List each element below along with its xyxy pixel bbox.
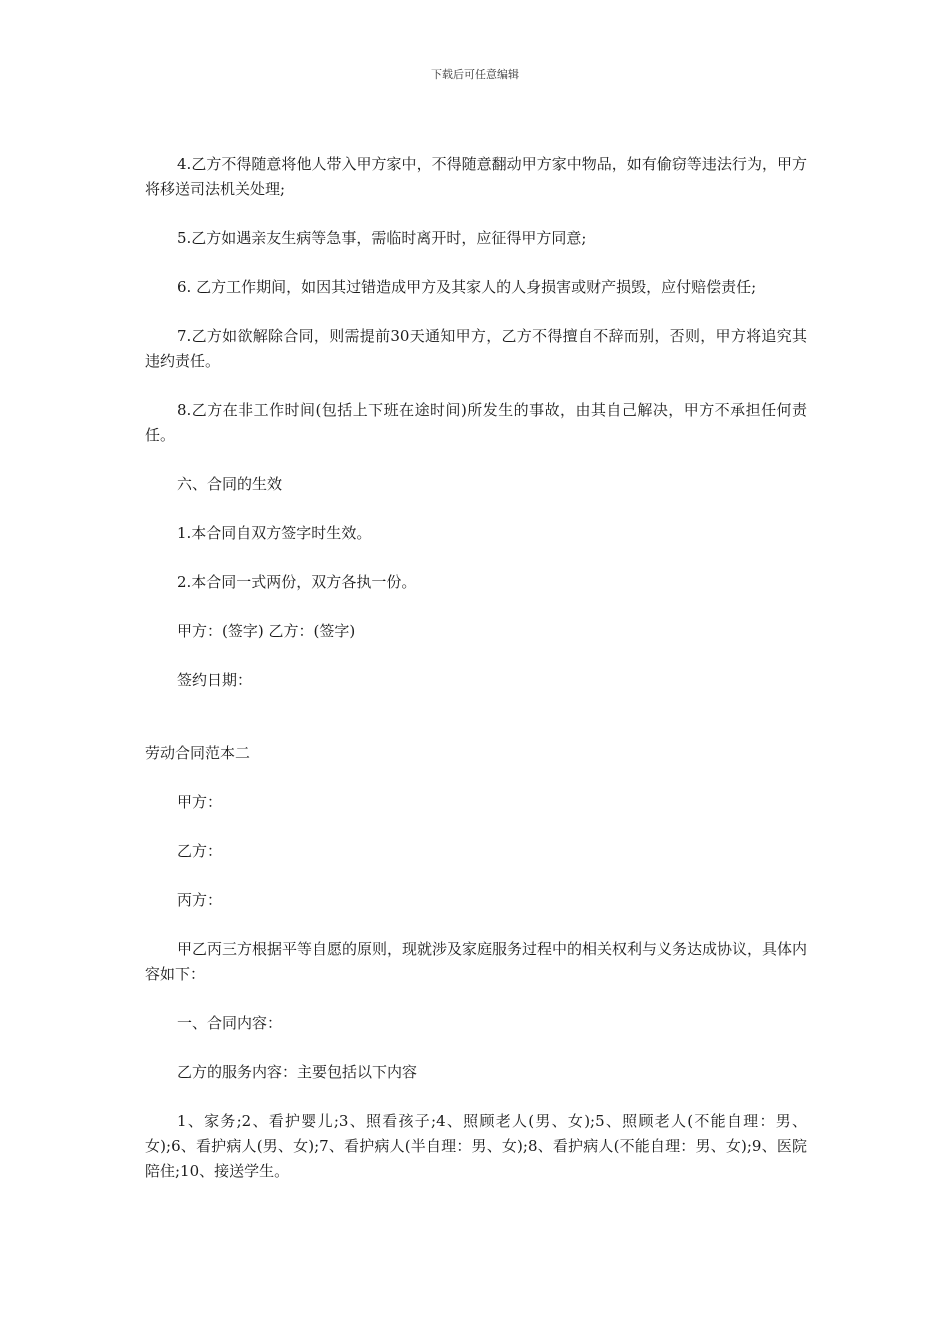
effectiveness-clause-2: 2.本合同一式两份，双方各执一份。 <box>177 573 417 591</box>
section-heading-contract-content: 一、合同内容： <box>177 1014 283 1032</box>
service-content-intro: 乙方的服务内容：主要包括以下内容 <box>177 1063 418 1081</box>
clause-4: 4.乙方不得随意将他人带入甲方家中，不得随意翻动甲方家中物品，如有偷窃等违法行为，甲方将移送司法机关处理; <box>145 155 807 198</box>
section-heading-effectiveness: 六、合同的生效 <box>177 475 283 493</box>
clause-8: 8.乙方在非工作时间(包括上下班在途时间)所发生的事故，由其自己解决，甲方不承担任何责任。 <box>145 401 807 444</box>
section-title: 劳动合同范本二 <box>145 744 251 762</box>
party-c: 丙方： <box>177 891 223 909</box>
party-a: 甲方： <box>177 793 223 811</box>
preamble: 甲乙丙三方根据平等自愿的原则，现就涉及家庭服务过程中的相关权利与义务达成协议，具体内容如下： <box>145 940 808 983</box>
party-b: 乙方： <box>177 842 223 860</box>
document-body <box>145 152 807 1208</box>
signing-date: 签约日期： <box>177 671 253 689</box>
clause-7: 7.乙方如欲解除合同，则需提前30天通知甲方，乙方不得擅自不辞而别，否则，甲方将追究其违约责任。 <box>145 327 807 370</box>
page-header: 下载后可任意编辑 <box>431 68 519 81</box>
clause-5: 5.乙方如遇亲友生病等急事，需临时离开时，应征得甲方同意; <box>177 229 587 247</box>
clause-6: 6. 乙方工作期间，如因其过错造成甲方及其家人的人身损害或财产损毁，应付赔偿责任; <box>177 278 757 296</box>
effectiveness-clause-1: 1.本合同自双方签字时生效。 <box>177 524 372 542</box>
service-list: 1、家务;2、看护婴儿;3、照看孩子;4、照顾老人(男、女);5、照顾老人(不能自理：男、女);6、看护病人(男、女);7、看护病人(半自理：男、女);8、看护病人(不能自理：男、女);9、医院陪住;10、接送学生。 <box>145 1112 807 1180</box>
signature-line: 甲方：(签字) 乙方：(签字) <box>177 622 356 640</box>
